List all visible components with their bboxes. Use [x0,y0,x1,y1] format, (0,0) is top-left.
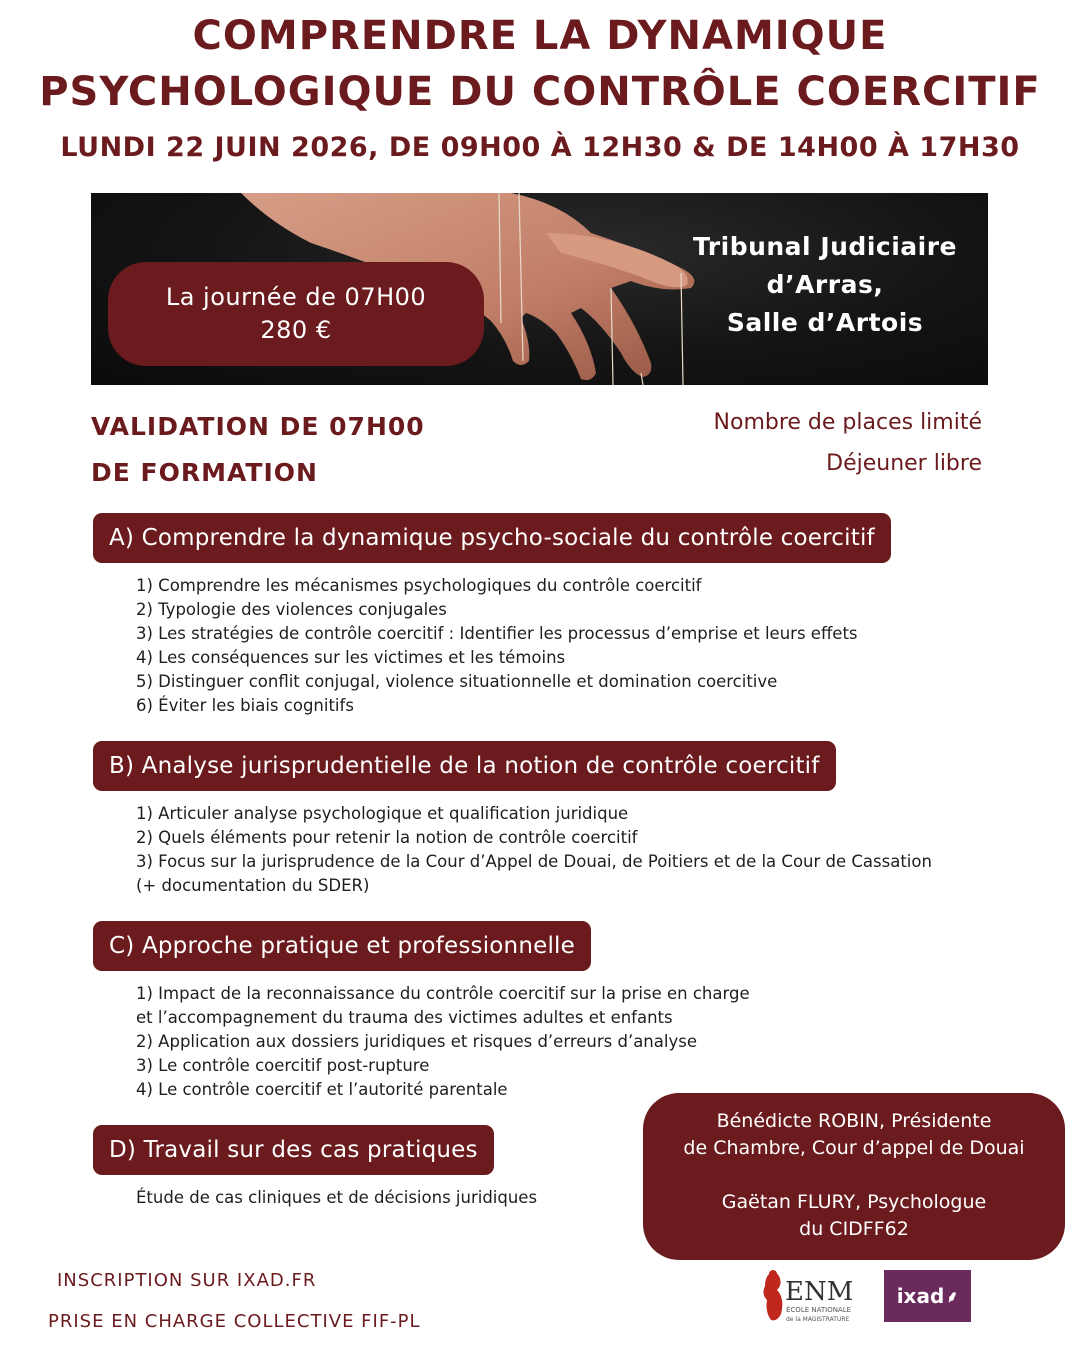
list-item: (+ documentation du SDER) [136,876,370,895]
speakers-box [643,1093,1065,1260]
list-item: 4) Les conséquences sur les victimes et les témoins [136,648,566,667]
list-item: 3) Les stratégies de contrôle coercitif : Identifier les processus d’emprise et leurs effets [136,624,858,643]
title-line-2: PSYCHOLOGIQUE DU CONTRÔLE COERCITIF [39,69,1041,115]
list-item: 2) Quels éléments pour retenir la notion de contrôle coercitif [136,828,638,847]
venue-info [660,228,990,342]
ixad-logo-text: ixad [896,1284,945,1308]
venue-line-3: Salle d’Artois [726,308,924,337]
list-item: 2) Application aux dossiers juridiques et risques d’erreurs d’analyse [136,1032,697,1051]
price-label: 280 € [260,316,332,344]
section-a-title: A) Comprendre la dynamique psycho-sociale du contrôle coercitif [93,513,891,563]
enm-logo-subtitle-1: ÉCOLE NATIONALE [786,1306,852,1314]
validation-line-2: DE FORMATION [91,458,318,487]
event-date: LUNDI 22 JUIN 2026, DE 09H00 À 12H30 & DE 14H00 À 17H30 [60,132,1020,163]
speaker-2-line-2: du CIDFF62 [799,1218,909,1240]
section-b-title: B) Analyse jurisprudentielle de la notion de contrôle coercitif [93,741,836,791]
venue-line-1: Tribunal Judiciaire [692,232,958,261]
list-item: Étude de cas cliniques et de décisions juridiques [136,1188,538,1207]
list-item: et l’accompagnement du trauma des victimes adultes et enfants [136,1008,673,1027]
validation-line-1: VALIDATION DE 07H00 [91,412,425,441]
list-item: 5) Distinguer conflit conjugal, violence situationnelle et domination coercitive [136,672,778,691]
inscription-link[interactable]: INSCRIPTION SUR IXAD.FR [57,1270,317,1291]
list-item: 6) Éviter les biais cognitifs [136,696,354,715]
section-a-list [136,574,858,718]
enm-logo-name: ENM [785,1277,854,1307]
speaker-1-line-1: Bénédicte ROBIN, Présidente [716,1110,992,1132]
list-item: 2) Typologie des violences conjugales [136,600,447,619]
list-item: 3) Le contrôle coercitif post-rupture [136,1056,430,1075]
places-limited: Nombre de places limité [713,410,982,435]
duration-label: La journée de 07H00 [165,283,427,311]
list-item: 3) Focus sur la jurisprudence de la Cour d’Appel de Douai, de Poitiers et de la Cour de Cassation [136,852,932,871]
price-badge [108,262,484,366]
speaker-spacer [643,1162,1065,1189]
list-item: 1) Comprendre les mécanismes psychologiques du contrôle coercitif [136,576,702,595]
section-c-list [136,982,750,1102]
section-d-title: D) Travail sur des cas pratiques [93,1125,494,1175]
speaker-2-line-1: Gaëtan FLURY, Psychologue [721,1191,987,1213]
venue-line-2: d’Arras, [766,270,884,299]
funding-info: PRISE EN CHARGE COLLECTIVE FIF-PL [48,1311,421,1332]
page-title [0,8,1080,120]
list-item: 4) Le contrôle coercitif et l’autorité parentale [136,1080,508,1099]
title-line-1: COMPRENDRE LA DYNAMIQUE [192,13,888,59]
enm-logo-subtitle-2: de la MAGISTRATURE [786,1316,850,1323]
list-item: 1) Impact de la reconnaissance du contrôle coercitif sur la prise en charge [136,984,750,1003]
enm-logo [755,1268,875,1326]
lunch-info: Déjeuner libre [826,451,982,476]
ixad-logo [884,1270,971,1322]
list-item: 1) Articuler analyse psychologique et qualification juridique [136,804,629,823]
section-c-title: C) Approche pratique et professionnelle [93,921,591,971]
practical-info [562,402,982,484]
section-d-list [136,1186,537,1210]
leaf-icon: ⸙ [946,1287,959,1306]
section-b-list [136,802,932,898]
validation-info [91,404,491,496]
speaker-1-line-2: de Chambre, Cour d’appel de Douai [683,1137,1025,1159]
